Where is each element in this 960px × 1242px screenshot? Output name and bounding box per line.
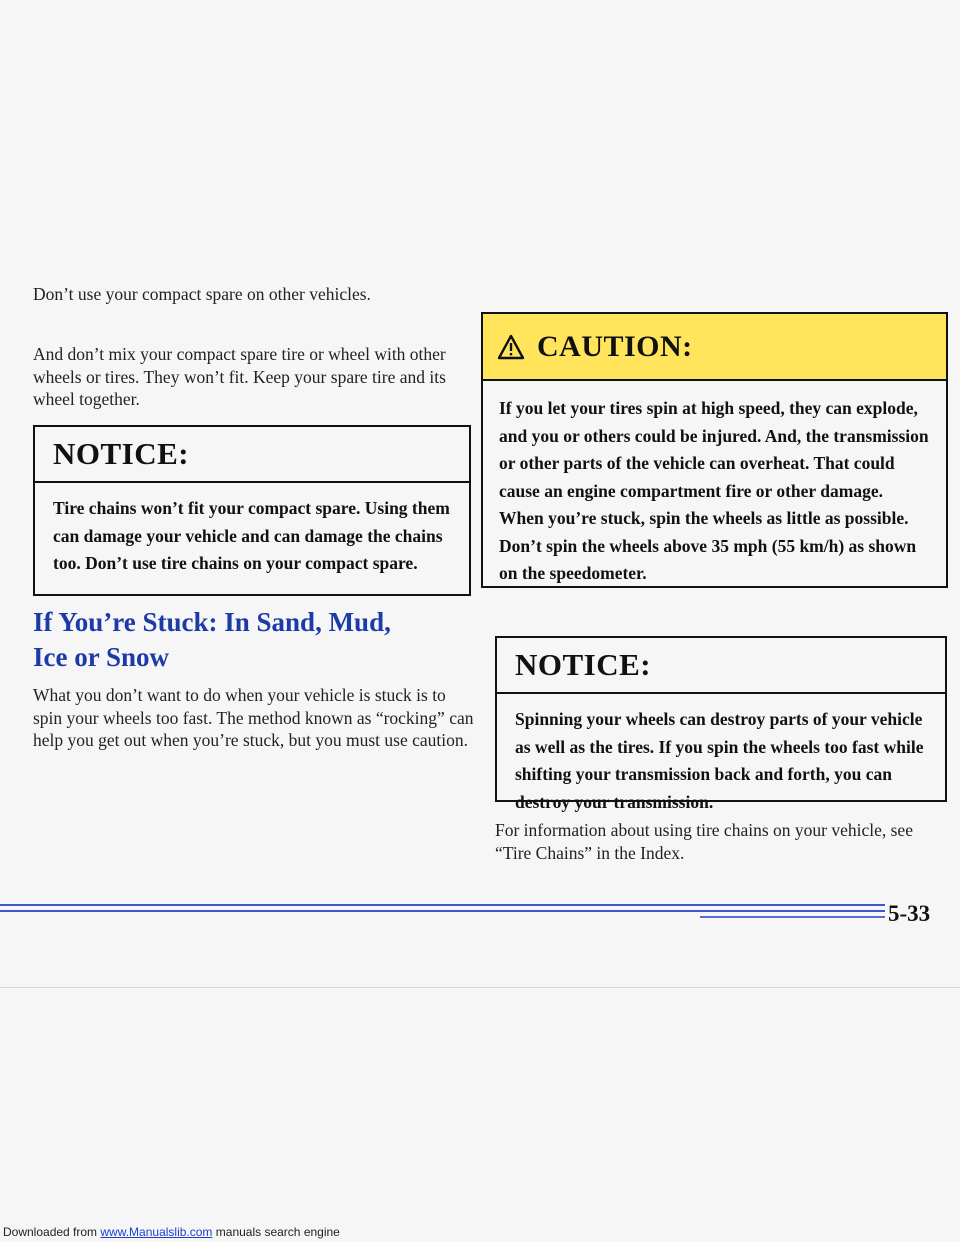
manualslib-link[interactable]: www.Manualslib.com — [100, 1225, 213, 1239]
caution-title: CAUTION: — [537, 329, 693, 363]
caution-header — [483, 314, 946, 381]
caution-box — [481, 312, 948, 588]
notice-box-tire-chains — [33, 425, 471, 596]
faint-divider — [0, 987, 960, 988]
section-heading-line1: If You’re Stuck: In Sand, Mud, — [33, 607, 391, 637]
download-footer — [3, 1223, 340, 1241]
notice-body-spinning-wheels: Spinning your wheels can destroy parts of your vehicle as well as the tires. If you spin the wheels too fast while shifting your transmission back and forth, you can destroy your transmission. — [515, 709, 924, 812]
page-number: 5-33 — [888, 901, 931, 926]
section-heading — [33, 605, 478, 675]
spare-mix-text: And don’t mix your compact spare tire or wheel with other wheels or tires. They won’t fit. Keep your spare tire and its wheel together. — [33, 344, 446, 409]
section-heading-line2: Ice or Snow — [33, 642, 170, 672]
notice-title: NOTICE: — [497, 638, 945, 694]
caution-body: If you let your tires spin at high speed, they can explode, and you or others could be injured. And, the transmission or other parts of the vehicle can overheat. That could cause an engine compartment fire or other damage. When you’re stuck, spin the wheels as little as possible. Don’t spin the wheels above 35 mph (55 km/h) as shown on the speedometer. — [499, 398, 929, 583]
spare-other-vehicles-text: Don’t use your compact spare on other vehicles. — [33, 284, 371, 304]
tire-chains-reference-text: For information about using tire chains on your vehicle, see “Tire Chains” in the Index. — [495, 820, 913, 863]
footer-prefix: Downloaded from — [3, 1225, 101, 1239]
warning-triangle-icon — [497, 334, 525, 360]
notice-body-tire-chains: Tire chains won’t fit your compact spare. Using them can damage your vehicle and can damage the chains too. Don’t use tire chains on your compact spare. — [53, 498, 450, 573]
page-rule — [0, 896, 960, 926]
stuck-intro-text: What you don’t want to do when your vehicle is stuck is to spin your wheels too fast. The method known as “rocking” can help you get out when you’re stuck, but you must use caution. — [33, 685, 474, 750]
footer-suffix: manuals search engine — [212, 1225, 340, 1239]
notice-title: NOTICE: — [35, 427, 469, 483]
notice-box-spinning-wheels — [495, 636, 947, 812]
